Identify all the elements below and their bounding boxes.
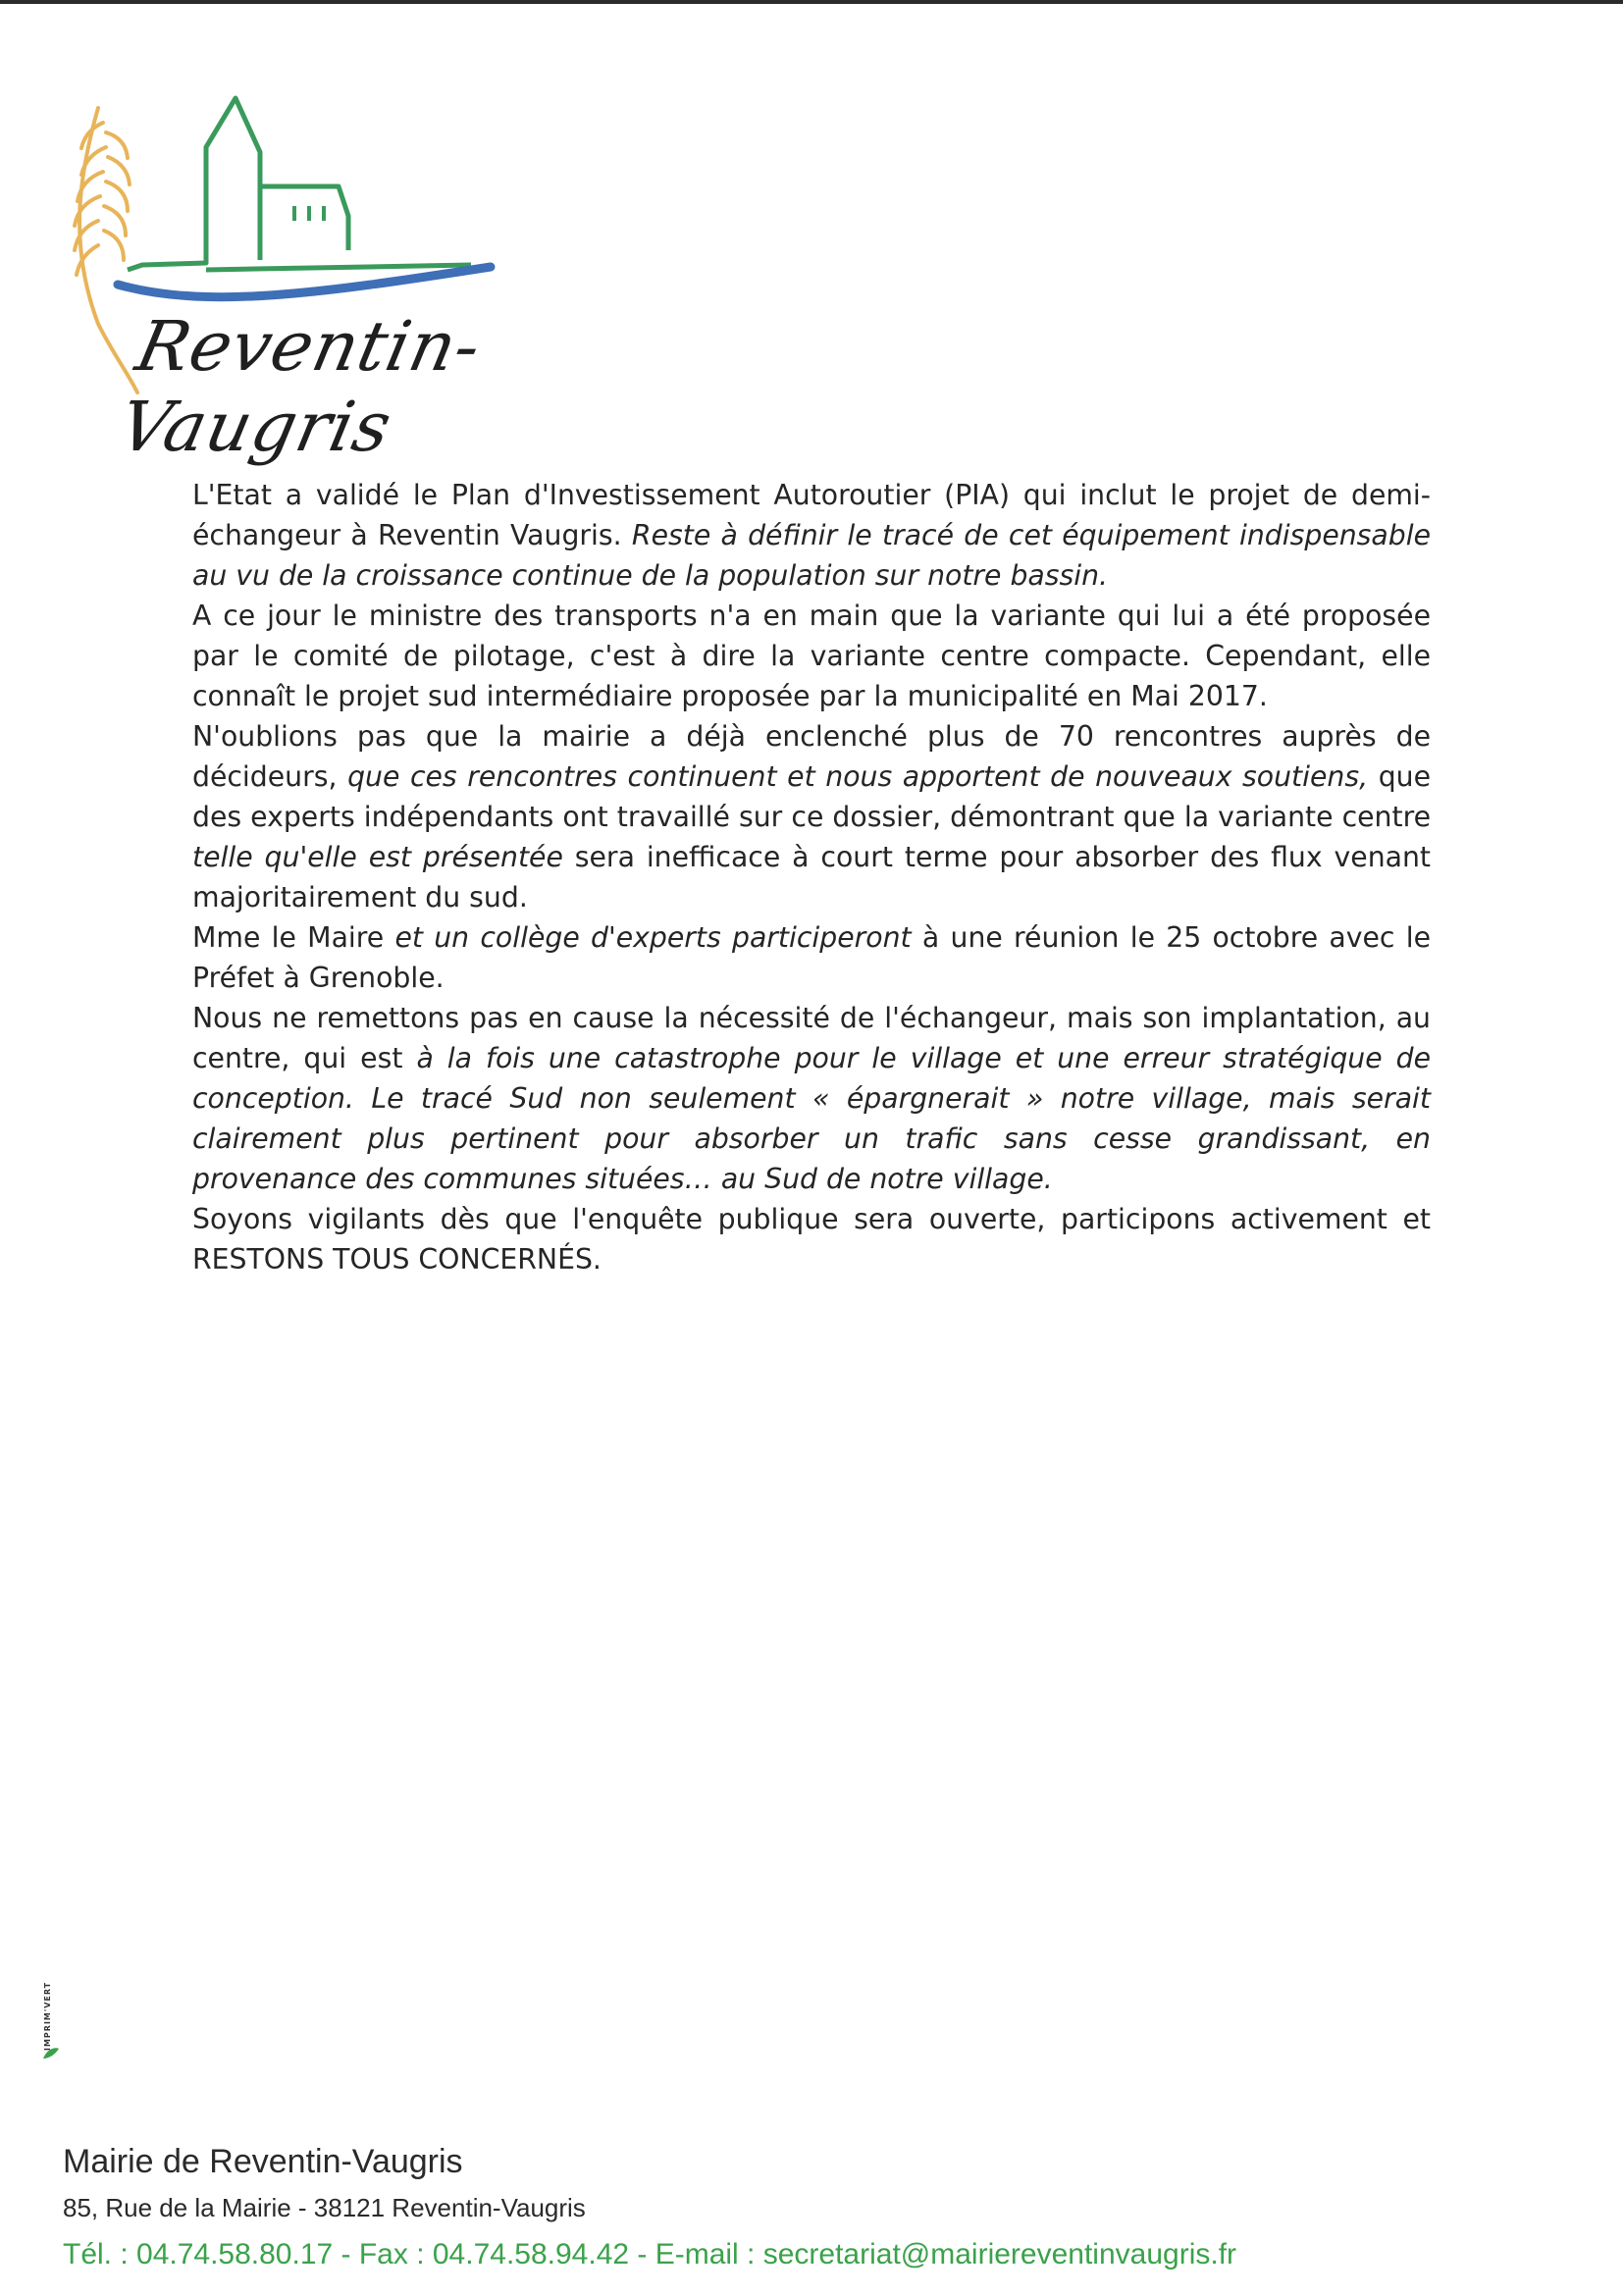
- text-run: N'oublions pas que la mairie a déjà enclenché plus de 70 rencontres auprès de décideurs,: [192, 720, 1431, 793]
- italic-text: et un collège d'experts participeront: [394, 921, 912, 954]
- water-icon: [118, 267, 491, 297]
- wheat-icon: [75, 108, 137, 392]
- body-paragraph: [192, 596, 1431, 716]
- text-run: que des experts indépendants ont travaillé sur ce dossier, démontrant que la variante centre: [192, 760, 1431, 833]
- italic-text: telle qu'elle est présentée: [192, 841, 563, 873]
- footer: [63, 2139, 1236, 2276]
- text-run: L'Etat a validé le Plan d'Investissement Autoroutier (PIA) qui inclut le projet de demi-échangeur à Reventin Vaugris.: [192, 479, 1431, 551]
- logo-wordmark: Reventin-Vaugris: [112, 306, 489, 467]
- text-run: Mme le Maire: [192, 921, 395, 954]
- municipality-logo: [59, 78, 648, 467]
- text-run: Soyons vigilants dès que l'enquête publique sera ouverte, participons activement et RESTONS TOUS CONCERNÉS.: [192, 1203, 1431, 1276]
- body-paragraph: [192, 1199, 1431, 1279]
- church-icon: [128, 98, 471, 270]
- body-paragraph: [192, 917, 1431, 998]
- imprim-vert-label: IMPRIM'VERT: [43, 1981, 52, 2051]
- italic-text: que ces rencontres continuent et nous apportent de nouveaux soutiens,: [347, 760, 1369, 793]
- text-run: Nous ne remettons pas en cause la nécessité de l'échangeur, mais son implantation, au centre, qui est: [192, 1002, 1431, 1074]
- text-run: sera inefficace à court terme pour absorber des flux venant majoritairement du sud.: [192, 841, 1431, 913]
- italic-text: Reste à définir le tracé de cet équipement indispensable au vu de la croissance continue de la population sur notre bassin.: [192, 519, 1431, 592]
- footer-contact: Tél. : 04.74.58.80.17 - Fax : 04.74.58.94.42 - E-mail : secretariat@mairiereventinvaugris.fr: [63, 2238, 1237, 2270]
- text-run: A ce jour le ministre des transports n'a en main que la variante qui lui a été proposée par le comité de pilotage, c'est à dire la variante centre compacte. Cependant, elle connaît le projet sud intermédiaire proposée par la municipalité en Mai 2017.: [192, 600, 1431, 712]
- italic-text: à la fois une catastrophe pour le village et une erreur stratégique de conception. Le tracé Sud non seulement « épargnerait » notre village, mais serait clairement plus pertinent pour absorber un trafic sans cesse grandissant, en provenance des communes situées… au Sud de notre village.: [192, 1042, 1432, 1195]
- body-paragraph: [192, 716, 1431, 917]
- letter-body: [192, 475, 1431, 1279]
- text-run: à une réunion le 25 octobre avec le Préfet à Grenoble.: [192, 921, 1431, 994]
- body-paragraph: [192, 998, 1431, 1199]
- scan-top-edge: [0, 0, 1623, 4]
- body-paragraph: [192, 475, 1431, 596]
- leaf-icon: [41, 2047, 61, 2061]
- footer-name: Mairie de Reventin-Vaugris: [63, 2143, 463, 2180]
- footer-address: 85, Rue de la Mairie - 38121 Reventin-Vaugris: [63, 2193, 586, 2222]
